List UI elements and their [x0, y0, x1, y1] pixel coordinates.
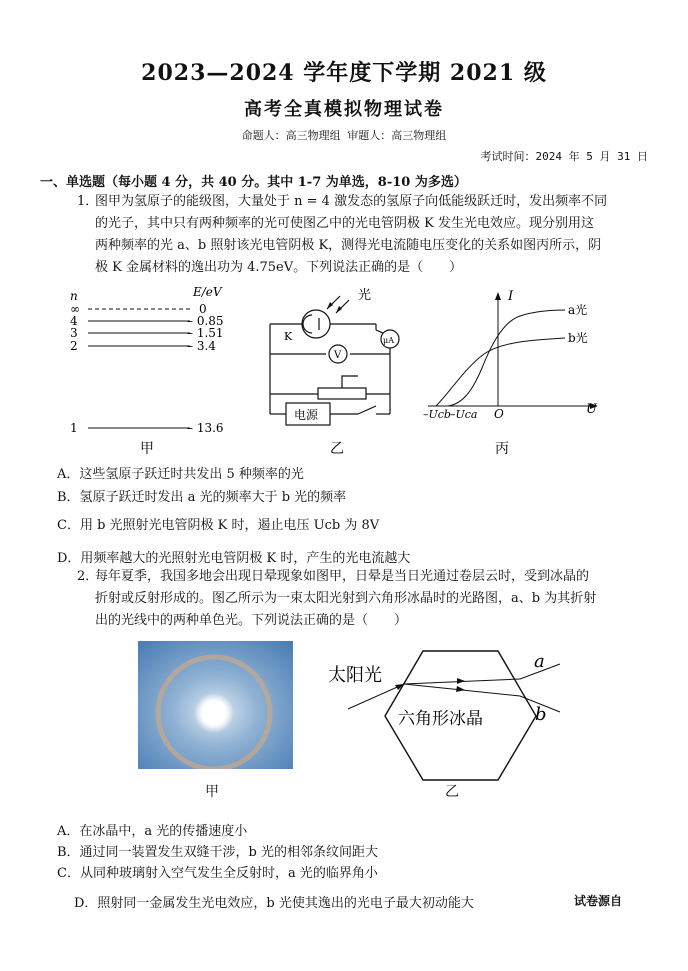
- level-n-inf: ∞: [70, 302, 80, 316]
- fig-bing-caption: 丙: [495, 441, 509, 457]
- axis-n-label: n: [70, 289, 78, 303]
- q1-line3: 两种频率的光 a、b 照射该光电管阴极 K，测得光电流随电压变化的关系如图丙所示，阴: [95, 238, 602, 253]
- ucb-label: –Ucb: [423, 408, 451, 421]
- q2-option-b: B．通过同一装置发生双缝干涉，b 光的相邻条纹间距大: [57, 845, 379, 860]
- q2-line1: 每年夏季，我国多地会出现日晕现象如图甲，日晕是当日光通过卷层云时，受到冰晶的: [95, 569, 590, 584]
- exam-time: 考试时间：2024 年 5 月 31 日: [480, 150, 648, 163]
- sunlight-label: 太阳光: [328, 665, 382, 686]
- exam-title: 2023—2024 学年度下学期 2021 级: [141, 60, 547, 86]
- q2-line2: 折射或反射形成的。图乙所示为一束太阳光射到六角形冰晶时的光路图，a、b 为其折射: [95, 591, 597, 606]
- exam-credits: 命题人：高三物理组 审题人：高三物理组: [241, 129, 447, 142]
- phototube: [302, 310, 330, 338]
- q1-option-c: C．用 b 光照射光电管阴极 K 时，遏止电压 Ucb 为 8V: [57, 518, 380, 533]
- q1-line4: 极 K 金属材料的逸出功为 4.75eV。下列说法正确的是（ ）: [95, 260, 463, 275]
- level-n-1: 1: [70, 421, 78, 435]
- sun-halo-photo: [138, 641, 293, 769]
- level-e-inf: 0: [199, 302, 207, 316]
- section-heading: 一、单选题（每小题 4 分，共 40 分。其中 1-7 为单选，8-10 为多选）: [40, 175, 467, 190]
- source-watermark: 试卷源自: [574, 894, 623, 908]
- axis-e-label: E/eV: [193, 285, 222, 299]
- crystal-label: 六角形冰晶: [398, 709, 483, 729]
- u-label: U: [586, 402, 597, 417]
- level-e-2: – 3.4: [187, 339, 216, 353]
- level-e-3: – 1.51: [187, 326, 224, 340]
- v-label: V: [334, 350, 342, 361]
- q1-number: 1．: [77, 194, 99, 209]
- ua-label: μA: [383, 336, 394, 345]
- b-light-label: b光: [568, 331, 588, 345]
- k-label: K: [284, 330, 293, 343]
- q1-option-d: D．用频率越大的光照射光电管阴极 K 时，产生的光电流越大: [57, 551, 411, 566]
- fig-jia-caption: 甲: [140, 441, 154, 457]
- exam-subtitle: 高考全真模拟物理试卷: [244, 99, 444, 120]
- origin-label: O: [494, 407, 504, 421]
- q2-option-d: D．照射同一金属发生光电效应，b 光使其逸出的光电子最大初动能大: [74, 896, 474, 911]
- rheostat: [318, 388, 366, 399]
- energy-level-diagram: [60, 282, 250, 462]
- light-label: 光: [358, 288, 372, 303]
- fig-q2-yi-caption: 乙: [445, 784, 459, 800]
- q2-option-a: A．在冰晶中，a 光的传播速度小: [57, 824, 248, 839]
- level-n-3: 3: [70, 326, 78, 340]
- sun: [194, 693, 234, 733]
- q1-line1: 图甲为氢原子的能级图，大量处于 n = 4 激发态的氢原子向低能级跃迁时，发出频率不同: [95, 194, 608, 209]
- a-light-label: a光: [568, 303, 588, 317]
- uca-label: –Uca: [450, 408, 478, 421]
- iu-curve-chart: [420, 282, 620, 462]
- ray-b-label: b: [535, 704, 547, 725]
- ray-a-label: a: [534, 651, 545, 672]
- level-e-1: – 13.6: [187, 421, 224, 435]
- q1-option-b: B．氢原子跃迁时发出 a 光的频率大于 b 光的频率: [57, 490, 347, 505]
- level-n-2: 2: [70, 339, 78, 353]
- curve-a: [448, 310, 565, 406]
- source-label: 电源: [294, 408, 319, 422]
- cathode: [303, 315, 312, 333]
- level-n-4: 4: [70, 314, 78, 328]
- q2-number: 2．: [77, 569, 99, 584]
- fig-q2-jia-caption: 甲: [205, 784, 219, 800]
- curve-b: [436, 338, 565, 406]
- q1-line2: 的光子，其中只有两种频率的光可使图乙中的光电管阴极 K 发生光电效应。现分别用这: [95, 216, 594, 231]
- switch: [358, 406, 376, 414]
- circuit-diagram: [258, 282, 418, 462]
- fig-yi1-caption: 乙: [330, 441, 344, 457]
- q1-option-a: A．这些氢原子跃迁时共发出 5 种频率的光: [57, 467, 304, 482]
- i-label: I: [508, 289, 514, 304]
- level-e-4: – 0.85: [187, 314, 224, 328]
- q2-option-c: C．从同种玻璃射入空气发生全反射时，a 光的临界角小: [57, 866, 378, 881]
- q2-line3: 出的光线中的两种单色光。下列说法正确的是（ ）: [95, 613, 408, 628]
